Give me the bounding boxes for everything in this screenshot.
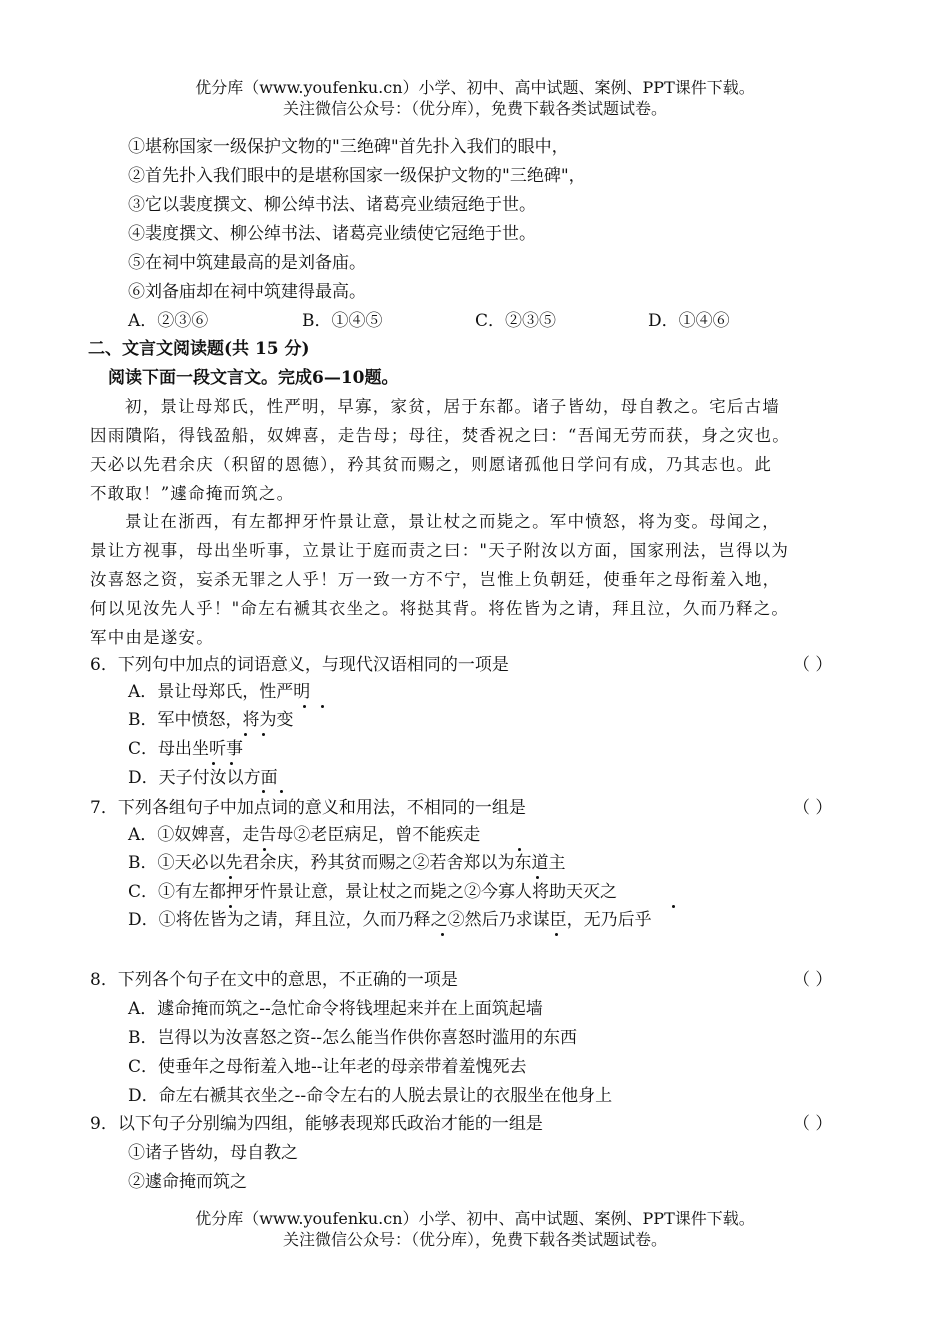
passage-line: 初，景让母郑氏，性严明，早寡，家贫，居于东都。诸子皆幼，母自教之。宅后古墙: [125, 397, 780, 416]
q5-item: ③它以裴度撰文、柳公绰书法、诸葛亮业绩冠绝于世。: [128, 195, 536, 215]
q7-answer-paren: （ ）: [793, 798, 833, 818]
q5-item: ⑥刘备庙却在祠中筑建得最高。: [128, 282, 366, 302]
passage-line: 景让在浙西，有左都押牙忤景让意，景让杖之而毙之。军中愤怒，将为变。母闻之，: [125, 512, 780, 531]
emphasis-dot: [441, 933, 444, 936]
section-instruction: 阅读下面一段文言文。完成6—10题。: [108, 368, 399, 388]
passage-line: 汝喜怒之资，妄杀无罪之人乎！万一致一方不宁，岂惟上负朝廷，使垂年之母衔羞入地，: [90, 570, 781, 589]
q5-item: ①堪称国家一级保护文物的"三绝碑"首先扑入我们的眼中，: [128, 137, 569, 157]
passage-line: 军中由是遂安。: [90, 628, 214, 647]
q6-option-b: B．军中愤怒，将为变: [128, 710, 294, 730]
emphasis-dot: [262, 733, 265, 736]
passage-line: 何以见汝先人乎！"命左右褫其衣坐之。将挞其背。将佐皆为之请，拜且泣，久而乃释之。: [90, 599, 790, 618]
q8-option-d: D．命左右褫其衣坐之--命令左右的人脱去景让的衣服坐在他身上: [128, 1086, 613, 1106]
q7-option-d: D．①将佐皆为之请，拜且泣，久而乃释之②然后乃求谋臣，无乃后乎: [128, 910, 652, 930]
q5-option-b: B．①④⑤: [302, 311, 383, 331]
q9-answer-paren: （ ）: [793, 1114, 833, 1134]
passage-line: 景让方视事，母出坐听事，立景让于庭而责之曰："天子附汝以方面，国家刑法，岂得以为: [90, 541, 790, 560]
q9-item: ②遽命掩而筑之: [128, 1172, 247, 1192]
q8-option-c: C．使垂年之母衔羞入地--让年老的母亲带着羞愧死去: [128, 1057, 527, 1077]
emphasis-dot: [244, 733, 247, 736]
emphasis-dot: [230, 762, 233, 765]
emphasis-dot: [229, 905, 232, 908]
emphasis-dot: [321, 705, 324, 708]
emphasis-dot: [555, 933, 558, 936]
emphasis-dot: [229, 876, 232, 879]
footer-line-2: 关注微信公众号：（优分库），免费下载各类试题试卷。: [282, 1230, 667, 1249]
q5-option-c: C．②③⑤: [475, 311, 557, 331]
header-line-2: 关注微信公众号：（优分库），免费下载各类试题试卷。: [282, 99, 667, 118]
q7-stem: 7．下列各组句子中加点词的意义和用法，不相同的一组是: [90, 798, 526, 818]
q5-item: ⑤在祠中筑建最高的是刘备庙。: [128, 253, 366, 273]
header-line-1: 优分库（www.youfenku.cn）小学、初中、高中试题、案例、PPT课件下载。: [195, 78, 755, 97]
q7-option-c: C．①有左都押牙忤景让意，景让杖之而毙之②今寡人将助天灭之: [128, 882, 618, 902]
q6-answer-paren: （ ）: [793, 655, 833, 675]
q8-option-a: A．遽命掩而筑之--急忙命令将钱埋起来并在上面筑起墙: [128, 999, 543, 1019]
q6-option-d: D．天子付汝以方面: [128, 768, 278, 788]
q6-stem: 6．下列句中加点的词语意义，与现代汉语相同的一项是: [90, 655, 509, 675]
q5-option-d: D．①④⑥: [648, 311, 730, 331]
q6-option-a: A．景让母郑氏，性严明: [128, 682, 311, 702]
q6-option-c: C．母出坐听事: [128, 739, 244, 759]
q8-answer-paren: （ ）: [793, 970, 833, 990]
q8-stem: 8．下列各个句子在文中的意思，不正确的一项是: [90, 970, 458, 990]
section-title: 二、文言文阅读题(共 15 分): [88, 339, 310, 359]
emphasis-dot: [263, 848, 266, 851]
passage-line: 天必以先君余庆（积留的恩德），矜其贫而赐之，则愿诸孤他日学问有成，乃其志也。此: [90, 455, 773, 474]
emphasis-dot: [212, 762, 215, 765]
q9-stem: 9．以下句子分别编为四组，能够表现郑氏政治才能的一组是: [90, 1114, 543, 1134]
q8-option-b: B．岂得以为汝喜怒之资--怎么能当作供你喜怒时滥用的东西: [128, 1028, 577, 1048]
footer-line-1: 优分库（www.youfenku.cn）小学、初中、高中试题、案例、PPT课件下载。: [195, 1209, 755, 1228]
emphasis-dot: [672, 905, 675, 908]
emphasis-dot: [262, 790, 265, 793]
passage-line: 不敢取！”遽命掩而筑之。: [90, 484, 295, 503]
q5-option-a: A．②③⑥: [128, 311, 209, 331]
q7-option-b: B．①天必以先君余庆，矜其贫而赐之②若舍郑以为东道主: [128, 853, 566, 873]
emphasis-dot: [518, 848, 521, 851]
emphasis-dot: [536, 876, 539, 879]
emphasis-dot: [280, 790, 283, 793]
emphasis-dot: [303, 705, 306, 708]
q5-item: ④裴度撰文、柳公绰书法、诸葛亮业绩使它冠绝于世。: [128, 224, 536, 244]
q5-item: ②首先扑入我们眼中的是堪称国家一级保护文物的"三绝碑"，: [128, 166, 586, 186]
passage-line: 因雨隤陷，得钱盈船，奴婢喜，走告母；母往，焚香祝之曰：“吾闻无劳而获，身之灾也。: [90, 426, 790, 445]
q9-item: ①诸子皆幼，母自教之: [128, 1143, 298, 1163]
q7-option-a: A．①奴婢喜，走告母②老臣病足，曾不能疾走: [128, 825, 481, 845]
